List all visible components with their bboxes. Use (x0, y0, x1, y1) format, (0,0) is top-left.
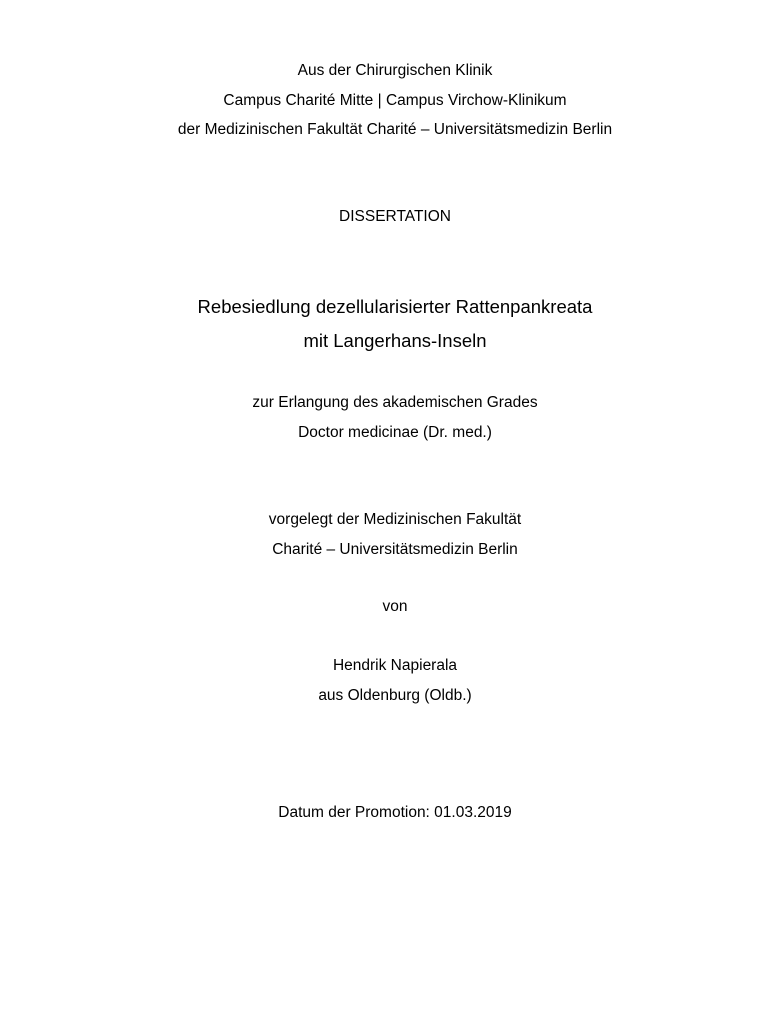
thesis-title-line-2: mit Langerhans-Inseln (303, 330, 487, 351)
institution-line-2: Campus Charité Mitte | Campus Virchow-Klinikum (223, 92, 567, 109)
document-type: DISSERTATION (339, 208, 451, 225)
submitted-line-1: vorgelegt der Medizinischen Fakultät (268, 511, 522, 528)
institution-line-1: Aus der Chirurgischen Klinik (297, 62, 493, 79)
degree-line-1: zur Erlangung des akademischen Grades (252, 394, 538, 411)
degree-line-2: Doctor medicinae (Dr. med.) (298, 424, 492, 441)
author-name: Hendrik Napierala (332, 657, 458, 674)
promotion-date: Datum der Promotion: 01.03.2019 (278, 804, 512, 821)
author-origin: aus Oldenburg (Oldb.) (318, 687, 472, 704)
submitted-line-2: Charité – Universitätsmedizin Berlin (272, 541, 518, 558)
von-label: von (382, 598, 408, 615)
institution-line-3: der Medizinischen Fakultät Charité – Universitätsmedizin Berlin (177, 121, 613, 138)
thesis-title-line-1: Rebesiedlung dezellularisierter Rattenpankreata (197, 296, 593, 317)
